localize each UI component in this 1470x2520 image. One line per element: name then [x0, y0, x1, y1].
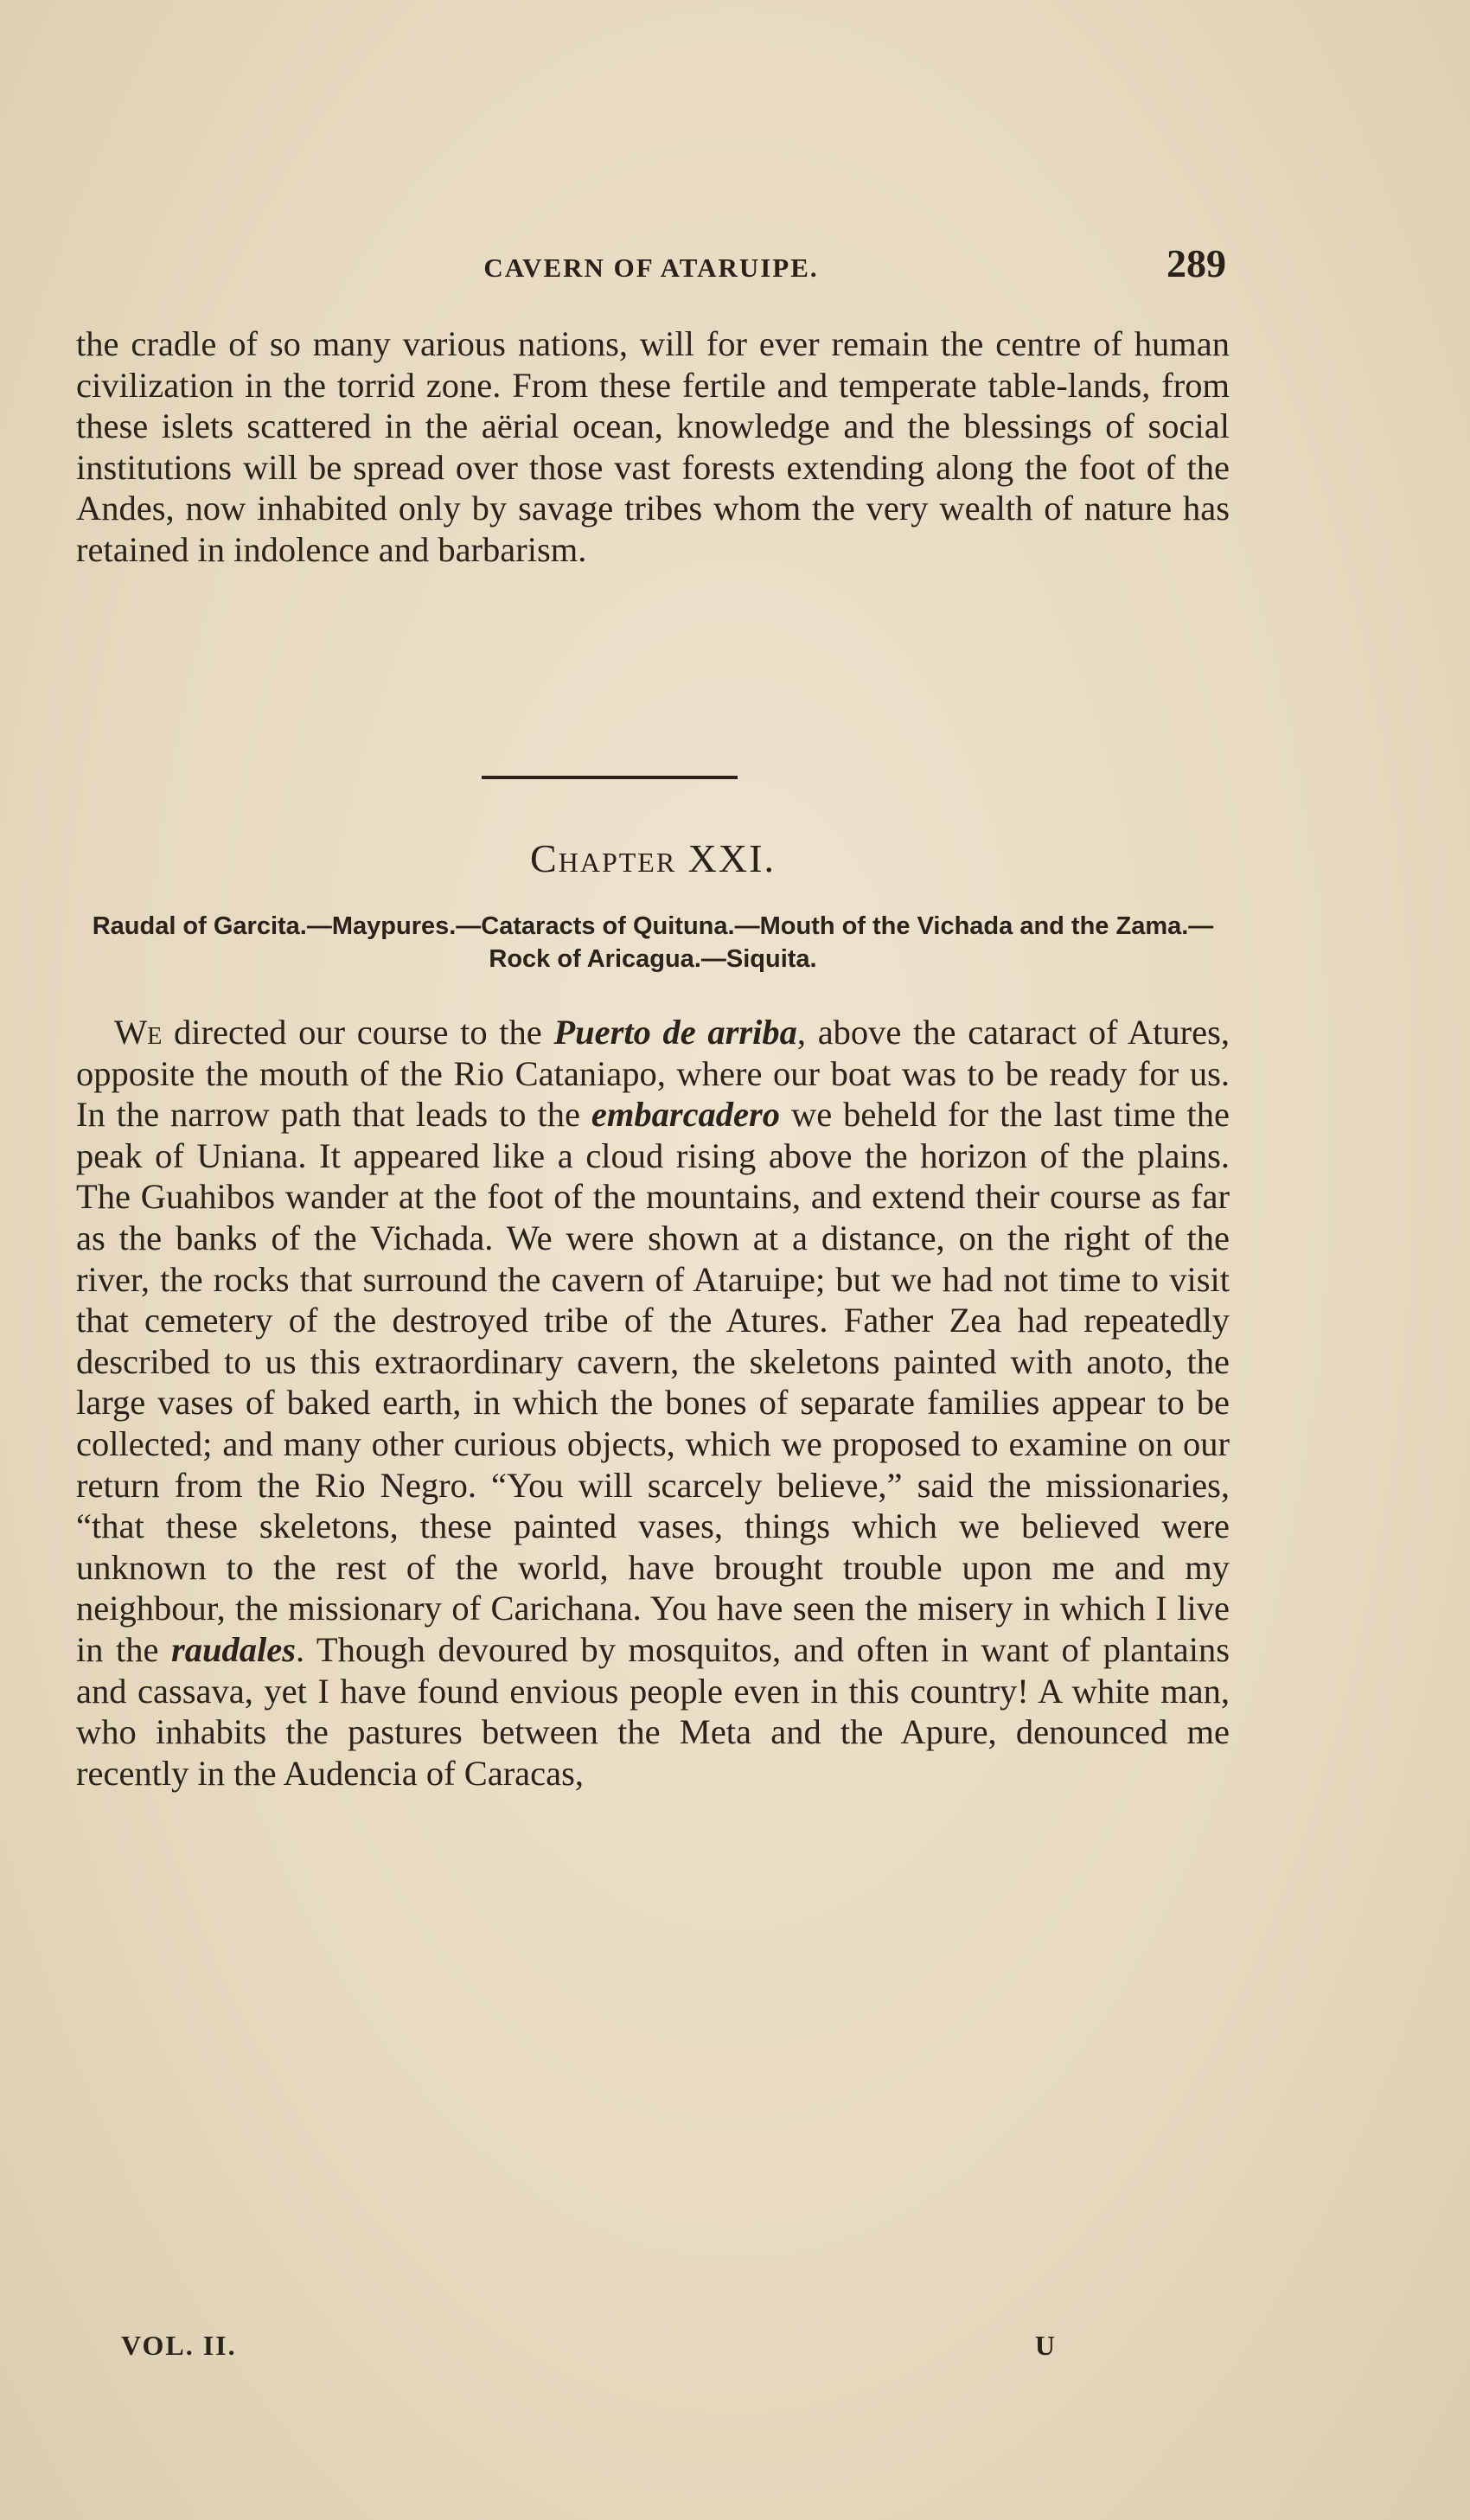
main-paragraph-text	[76, 1012, 1230, 1794]
running-title: CAVERN OF ATARUIPE.	[483, 253, 819, 283]
italic-term: Puerto de arriba	[553, 1013, 797, 1052]
main-paragraph	[76, 1012, 1230, 1794]
page-footer	[121, 2330, 1055, 2373]
top-paragraph	[76, 323, 1230, 571]
text-segment: directed our course to the	[162, 1013, 554, 1052]
running-head	[76, 240, 1226, 292]
volume-label: VOL. II.	[121, 2330, 237, 2361]
dropcap: We	[114, 1013, 163, 1052]
text-segment: . Though devoured by mosquitos, and often in want of plantains and cassava, yet I have found envious people even in this country! A white man, who inhabits the pastures between the Meta and the Apure, denounced me recently in the Audencia of Caracas,	[76, 1629, 1230, 1793]
section-divider	[482, 776, 738, 779]
chapter-summary: Raudal of Garcita.—Maypures.—Cataracts of Quituna.—Mouth of the Vichada and the Zama.—Rock of Aricagua.—Siquita.	[92, 912, 1214, 973]
text-segment: we beheld for the last time the peak of Uniana. It appeared like a cloud rising above the horizon of the plains. The Guahibos wander at the foot of the mountains, and extend their course as far as the banks of the Vichada. We were shown at a distance, on the right of the river, the rocks that surround the cavern of Ataruipe; but we had not time to visit that cemetery of the destroyed tribe of the Atures. Father Zea had repeatedly described to us this extraordinary cavern, the skeletons painted with anoto, the large vases of baked earth, in which the bones of separate families appear to be collected; and many other curious objects, which we proposed to examine on our return from the Rio Negro. “You will scarcely believe,” said the missionaries, “that these skeletons, these painted vases, things which we believed were unknown to the rest of the world, have brought trouble upon me and my neighbour, the missionary of Carichana. You have seen the misery in which I live in the	[76, 1095, 1230, 1669]
signature-mark: U	[1034, 2330, 1055, 2361]
page-number: 289	[1166, 241, 1226, 285]
chapter-title: Chapter XXI.	[530, 836, 776, 880]
top-paragraph-text: the cradle of so many various nations, will for ever remain the centre of human civilization in the torrid zone. From these fertile and temperate table-lands, from these islets scattered in the aërial ocean, knowledge and the blessings of social institutions will be spread over those vast forests extending along the foot of the Andes, now inhabited only by savage tribes whom the very wealth of nature has retained in indolence and barbarism.	[76, 324, 1230, 569]
italic-term: raudales	[170, 1629, 296, 1669]
text-segment: , above the cataract of Atures, opposite the mouth of the Rio Cataniapo, where our boat was to be ready for us. In the narrow path that leads to the	[76, 1013, 1230, 1135]
italic-term: embarcadero	[591, 1095, 781, 1135]
